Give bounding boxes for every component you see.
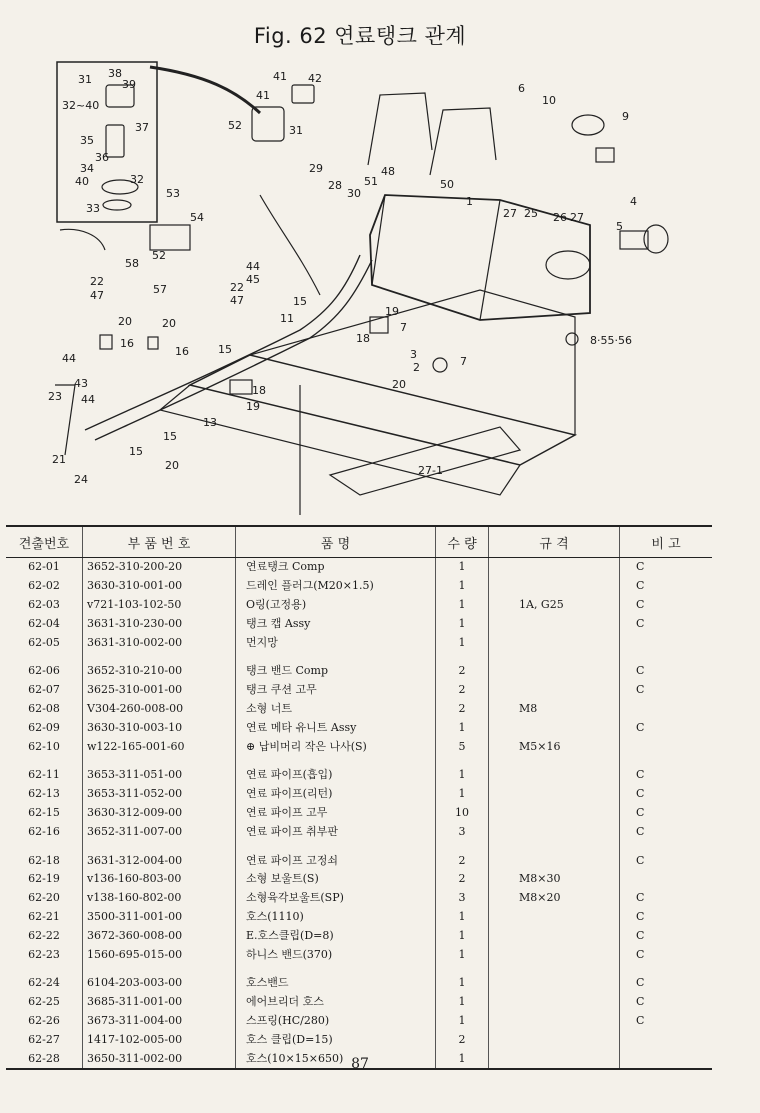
callout-label: 23 — [48, 390, 62, 403]
table-row — [6, 785, 712, 804]
part-name-cell: 연료 메타 유니트 Assy — [236, 718, 436, 737]
part-name-cell: 호스밴드 — [236, 964, 436, 993]
part-name-cell: 소형육각보울트(SP) — [236, 889, 436, 908]
spec-cell — [489, 908, 620, 927]
inset-pointer-arrow — [150, 67, 260, 113]
callout-label: 44 — [246, 260, 260, 273]
quantity-cell: 1 — [436, 926, 489, 945]
spec-cell: M5×16 — [489, 737, 620, 756]
callout-label: 50 — [440, 178, 454, 191]
callout-label: 32 — [130, 173, 144, 186]
ref-no-cell: 62-03 — [28, 597, 60, 611]
quantity-cell: 1 — [436, 785, 489, 804]
quantity-cell: 1 — [436, 1049, 489, 1069]
quantity-cell: 1 — [436, 993, 489, 1012]
part-name-cell: 하니스 밴드(370) — [236, 945, 436, 964]
note-cell — [620, 870, 713, 889]
callout-label: 52 — [152, 249, 166, 262]
spec-cell — [489, 633, 620, 652]
table-row — [6, 681, 712, 700]
part-number-cell: v136-160-803-00 — [83, 870, 236, 889]
part-name-cell: 연료 파이프(흡입) — [236, 756, 436, 785]
callout-label: 19 — [385, 305, 399, 318]
exploded-parts-diagram — [0, 55, 760, 525]
table-row — [6, 822, 712, 841]
quantity-cell: 1 — [436, 577, 489, 596]
ref-no-cell: 62-10 — [28, 739, 60, 753]
callout-label: 40 — [75, 175, 89, 188]
callout-label: 4 — [630, 195, 637, 208]
ref-no-cell: 62-22 — [28, 928, 60, 942]
callout-label: 43 — [74, 377, 88, 390]
note-cell — [620, 737, 713, 756]
table-row — [6, 652, 712, 681]
ref-no-cell: 62-23 — [28, 947, 60, 961]
ref-no-cell: 62-09 — [28, 720, 60, 734]
part-number-cell: 1560-695-015-00 — [83, 945, 236, 964]
part-name-cell: 호스 클립(D=15) — [236, 1030, 436, 1049]
callout-label: 19 — [246, 400, 260, 413]
callout-label: 47 — [90, 289, 104, 302]
callout-label: 15 — [163, 430, 177, 443]
part-number-cell: v138-160-802-00 — [83, 889, 236, 908]
ref-no-cell: 62-25 — [28, 995, 60, 1009]
col-header-quantity: 수 량 — [436, 526, 489, 558]
part-number-cell: 3631-310-002-00 — [83, 633, 236, 652]
spec-cell: M8×20 — [489, 889, 620, 908]
spec-cell — [489, 964, 620, 993]
callout-label: 27 — [570, 211, 584, 224]
part-number-cell: 3672-360-008-00 — [83, 926, 236, 945]
table-row — [6, 700, 712, 719]
callout-label: 48 — [381, 165, 395, 178]
quantity-cell: 1 — [436, 718, 489, 737]
part-number-cell: 1417-102-005-00 — [83, 1030, 236, 1049]
part-name-cell: 드레인 플러그(M20×1.5) — [236, 577, 436, 596]
part-number-cell: 3631-312-004-00 — [83, 841, 236, 870]
callout-label: 27-1 — [418, 464, 443, 477]
table-header-row — [6, 526, 712, 558]
callout-label: 32~40 — [62, 99, 100, 112]
callout-label: 35 — [80, 134, 94, 147]
callout-label: 5 — [616, 220, 623, 233]
part-number-cell: 3650-311-002-00 — [83, 1049, 236, 1069]
note-cell: C — [620, 841, 713, 870]
part-number-cell: 6104-203-003-00 — [83, 964, 236, 993]
note-cell: C — [620, 964, 713, 993]
table-row — [6, 1030, 712, 1049]
ref-no-cell: 62-04 — [28, 616, 60, 630]
ref-no-cell: 62-20 — [28, 891, 60, 905]
note-cell: C — [620, 993, 713, 1012]
callout-label: 31 — [289, 124, 303, 137]
callout-label: 20 — [162, 317, 176, 330]
spec-cell — [489, 652, 620, 681]
callout-label: 51 — [364, 175, 378, 188]
callout-label: 36 — [95, 151, 109, 164]
callout-label: 22 — [230, 281, 244, 294]
callout-label: 27 — [503, 207, 517, 220]
quantity-cell: 1 — [436, 633, 489, 652]
table-row — [6, 926, 712, 945]
spec-cell — [489, 718, 620, 737]
quantity-cell: 2 — [436, 700, 489, 719]
col-header-ref-no: 견출번호 — [6, 526, 83, 558]
part-number-cell: 3652-310-200-20 — [83, 558, 236, 577]
part-number-cell: 3653-311-052-00 — [83, 785, 236, 804]
part-name-cell: O링(고정용) — [236, 596, 436, 615]
ref-no-cell: 62-18 — [28, 853, 60, 867]
note-cell — [620, 633, 713, 652]
part-name-cell: 탱크 밴드 Comp — [236, 652, 436, 681]
parts-table — [6, 525, 712, 1070]
callout-label: 18 — [356, 332, 370, 345]
quantity-cell: 10 — [436, 804, 489, 823]
quantity-cell: 3 — [436, 889, 489, 908]
part-number-cell: 3631-310-230-00 — [83, 614, 236, 633]
note-cell — [620, 700, 713, 719]
note-cell: C — [620, 822, 713, 841]
callout-label: 28 — [328, 179, 342, 192]
part-number-cell: 3630-310-001-00 — [83, 577, 236, 596]
quantity-cell: 1 — [436, 614, 489, 633]
spec-cell — [489, 614, 620, 633]
part-number-cell: 3500-311-001-00 — [83, 908, 236, 927]
note-cell — [620, 1030, 713, 1049]
note-cell: C — [620, 614, 713, 633]
table-row — [6, 945, 712, 964]
callout-label: 21 — [52, 453, 66, 466]
table-row — [6, 870, 712, 889]
spec-cell — [489, 1030, 620, 1049]
callout-label: 16 — [120, 337, 134, 350]
part-number-cell: 3630-310-003-10 — [83, 718, 236, 737]
note-cell: C — [620, 889, 713, 908]
part-number-cell: 3673-311-004-00 — [83, 1012, 236, 1031]
callout-label: 16 — [175, 345, 189, 358]
callout-label: 54 — [190, 211, 204, 224]
ref-no-cell: 62-19 — [28, 872, 60, 886]
part-number-cell: 3630-312-009-00 — [83, 804, 236, 823]
table-row — [6, 633, 712, 652]
table-row — [6, 993, 712, 1012]
callout-label: 39 — [122, 78, 136, 91]
parts-table-body — [6, 558, 712, 1069]
table-row — [6, 756, 712, 785]
table-row — [6, 1012, 712, 1031]
quantity-cell: 2 — [436, 841, 489, 870]
note-cell: C — [620, 558, 713, 577]
spec-cell: 1A, G25 — [489, 596, 620, 615]
spec-cell — [489, 558, 620, 577]
diagram-svg — [0, 55, 760, 525]
callout-label: 22 — [90, 275, 104, 288]
spec-cell — [489, 926, 620, 945]
callout-label: 33 — [86, 202, 100, 215]
ref-no-cell: 62-15 — [28, 805, 60, 819]
ref-no-cell: 62-16 — [28, 824, 60, 838]
part-name-cell: 호스(1110) — [236, 908, 436, 927]
part-name-cell: 먼지망 — [236, 633, 436, 652]
ref-no-cell: 62-02 — [28, 579, 60, 593]
table-row — [6, 558, 712, 577]
callout-label: 8·55·56 — [590, 334, 632, 347]
page-number: 87 — [351, 1056, 369, 1072]
callout-label: 2 — [413, 361, 420, 374]
ref-no-cell: 62-27 — [28, 1032, 60, 1046]
callout-label: 42 — [308, 72, 322, 85]
part-name-cell: 에어브리더 호스 — [236, 993, 436, 1012]
part-name-cell: 연료 파이프 고정쇠 — [236, 841, 436, 870]
callout-label: 57 — [153, 283, 167, 296]
note-cell: C — [620, 681, 713, 700]
callout-label: 34 — [80, 162, 94, 175]
spec-cell — [489, 756, 620, 785]
part-name-cell: ⊕ 납비머리 작은 나사(S) — [236, 737, 436, 756]
quantity-cell: 2 — [436, 870, 489, 889]
quantity-cell: 2 — [436, 1030, 489, 1049]
ref-no-cell: 62-05 — [28, 635, 60, 649]
note-cell: C — [620, 596, 713, 615]
ref-no-cell: 62-21 — [28, 909, 60, 923]
callout-label: 1 — [466, 195, 473, 208]
note-cell: C — [620, 652, 713, 681]
col-header-spec: 규 격 — [489, 526, 620, 558]
table-row — [6, 804, 712, 823]
callout-label: 9 — [622, 110, 629, 123]
part-name-cell: 연료 파이프 고무 — [236, 804, 436, 823]
callout-label: 7 — [460, 355, 467, 368]
table-row — [6, 889, 712, 908]
col-header-note: 비 고 — [620, 526, 713, 558]
ref-no-cell: 62-28 — [6, 1049, 83, 1069]
table-row — [6, 577, 712, 596]
ref-no-cell: 62-11 — [28, 768, 60, 782]
callout-label: 20 — [392, 378, 406, 391]
part-name-cell: E.호스클립(D=8) — [236, 926, 436, 945]
callout-label: 7 — [400, 321, 407, 334]
callout-label: 18 — [252, 384, 266, 397]
callout-label: 11 — [280, 312, 294, 325]
note-cell: C — [620, 577, 713, 596]
callout-label: 20 — [165, 459, 179, 472]
ref-no-cell: 62-06 — [28, 664, 60, 678]
spec-cell — [489, 945, 620, 964]
callout-label: 31 — [78, 73, 92, 86]
callout-label: 15 — [293, 295, 307, 308]
part-name-cell: 스프링(HC/280) — [236, 1012, 436, 1031]
note-cell: C — [620, 945, 713, 964]
quantity-cell: 1 — [436, 908, 489, 927]
part-name-cell: 연료탱크 Comp — [236, 558, 436, 577]
callout-label: 45 — [246, 273, 260, 286]
callout-label: 10 — [542, 94, 556, 107]
spec-cell — [489, 841, 620, 870]
callout-label: 30 — [347, 187, 361, 200]
part-number-cell: 3653-311-051-00 — [83, 756, 236, 785]
table-row — [6, 841, 712, 870]
part-name-cell: 호스(10×15×650) — [236, 1049, 436, 1069]
quantity-cell: 1 — [436, 596, 489, 615]
part-number-cell: w122-165-001-60 — [83, 737, 236, 756]
spec-cell — [489, 1012, 620, 1031]
spec-cell: M8 — [489, 700, 620, 719]
part-name-cell: 연료 파이프(리턴) — [236, 785, 436, 804]
part-name-cell: 연료 파이프 취부판 — [236, 822, 436, 841]
callout-label: 15 — [218, 343, 232, 356]
diagram-callout-labels — [48, 67, 637, 486]
table-row — [6, 964, 712, 993]
part-name-cell: 소형 너트 — [236, 700, 436, 719]
callout-label: 25 — [524, 207, 538, 220]
note-cell: C — [620, 908, 713, 927]
note-cell: C — [620, 756, 713, 785]
col-header-part-number: 부 품 번 호 — [83, 526, 236, 558]
quantity-cell: 2 — [436, 681, 489, 700]
quantity-cell: 3 — [436, 822, 489, 841]
table-row — [6, 737, 712, 756]
part-number-cell: 3685-311-001-00 — [83, 993, 236, 1012]
part-number-cell: V304-260-008-00 — [83, 700, 236, 719]
ref-no-cell: 62-24 — [28, 976, 60, 990]
spec-cell: M8×30 — [489, 870, 620, 889]
spec-cell — [489, 577, 620, 596]
part-number-cell: 3652-311-007-00 — [83, 822, 236, 841]
callout-label: 37 — [135, 121, 149, 134]
quantity-cell: 1 — [436, 964, 489, 993]
note-cell: C — [620, 926, 713, 945]
ref-no-cell: 62-26 — [28, 1013, 60, 1027]
callout-label: 53 — [166, 187, 180, 200]
ref-no-cell: 62-07 — [28, 683, 60, 697]
callout-label: 24 — [74, 473, 88, 486]
callout-label: 6 — [518, 82, 525, 95]
ref-no-cell: 62-13 — [28, 787, 60, 801]
quantity-cell: 5 — [436, 737, 489, 756]
callout-label: 58 — [125, 257, 139, 270]
note-cell: C — [620, 785, 713, 804]
note-cell: C — [620, 1012, 713, 1031]
quantity-cell: 1 — [436, 1012, 489, 1031]
part-number-cell: v721-103-102-50 — [83, 596, 236, 615]
callout-label: 44 — [62, 352, 76, 365]
part-name-cell: 소형 보울트(S) — [236, 870, 436, 889]
callout-label: 15 — [129, 445, 143, 458]
col-header-part-name: 품 명 — [236, 526, 436, 558]
callout-label: 47 — [230, 294, 244, 307]
callout-label: 52 — [228, 119, 242, 132]
part-name-cell: 탱크 캡 Assy — [236, 614, 436, 633]
quantity-cell: 1 — [436, 558, 489, 577]
ref-no-cell: 62-08 — [28, 701, 60, 715]
spec-cell — [489, 681, 620, 700]
quantity-cell: 1 — [436, 756, 489, 785]
ref-no-cell: 62-01 — [28, 560, 60, 574]
callout-label: 26 — [553, 211, 567, 224]
callout-label: 44 — [81, 393, 95, 406]
quantity-cell: 2 — [436, 652, 489, 681]
quantity-cell: 1 — [436, 945, 489, 964]
note-cell: C — [620, 804, 713, 823]
part-name-cell: 탱크 쿠션 고무 — [236, 681, 436, 700]
part-number-cell: 3625-310-001-00 — [83, 681, 236, 700]
table-row — [6, 614, 712, 633]
spec-cell — [489, 804, 620, 823]
spec-cell — [489, 785, 620, 804]
table-row — [6, 596, 712, 615]
callout-label: 13 — [203, 416, 217, 429]
callout-label: 41 — [273, 70, 287, 83]
callout-label: 38 — [108, 67, 122, 80]
spec-cell — [489, 822, 620, 841]
callout-label: 29 — [309, 162, 323, 175]
figure-title: Fig. 62 연료탱크 관계 — [253, 24, 467, 48]
table-row — [6, 718, 712, 737]
note-cell: C — [620, 718, 713, 737]
table-row — [6, 908, 712, 927]
callout-label: 20 — [118, 315, 132, 328]
callout-label: 3 — [410, 348, 417, 361]
callout-label: 41 — [256, 89, 270, 102]
spec-cell — [489, 993, 620, 1012]
part-number-cell: 3652-310-210-00 — [83, 652, 236, 681]
